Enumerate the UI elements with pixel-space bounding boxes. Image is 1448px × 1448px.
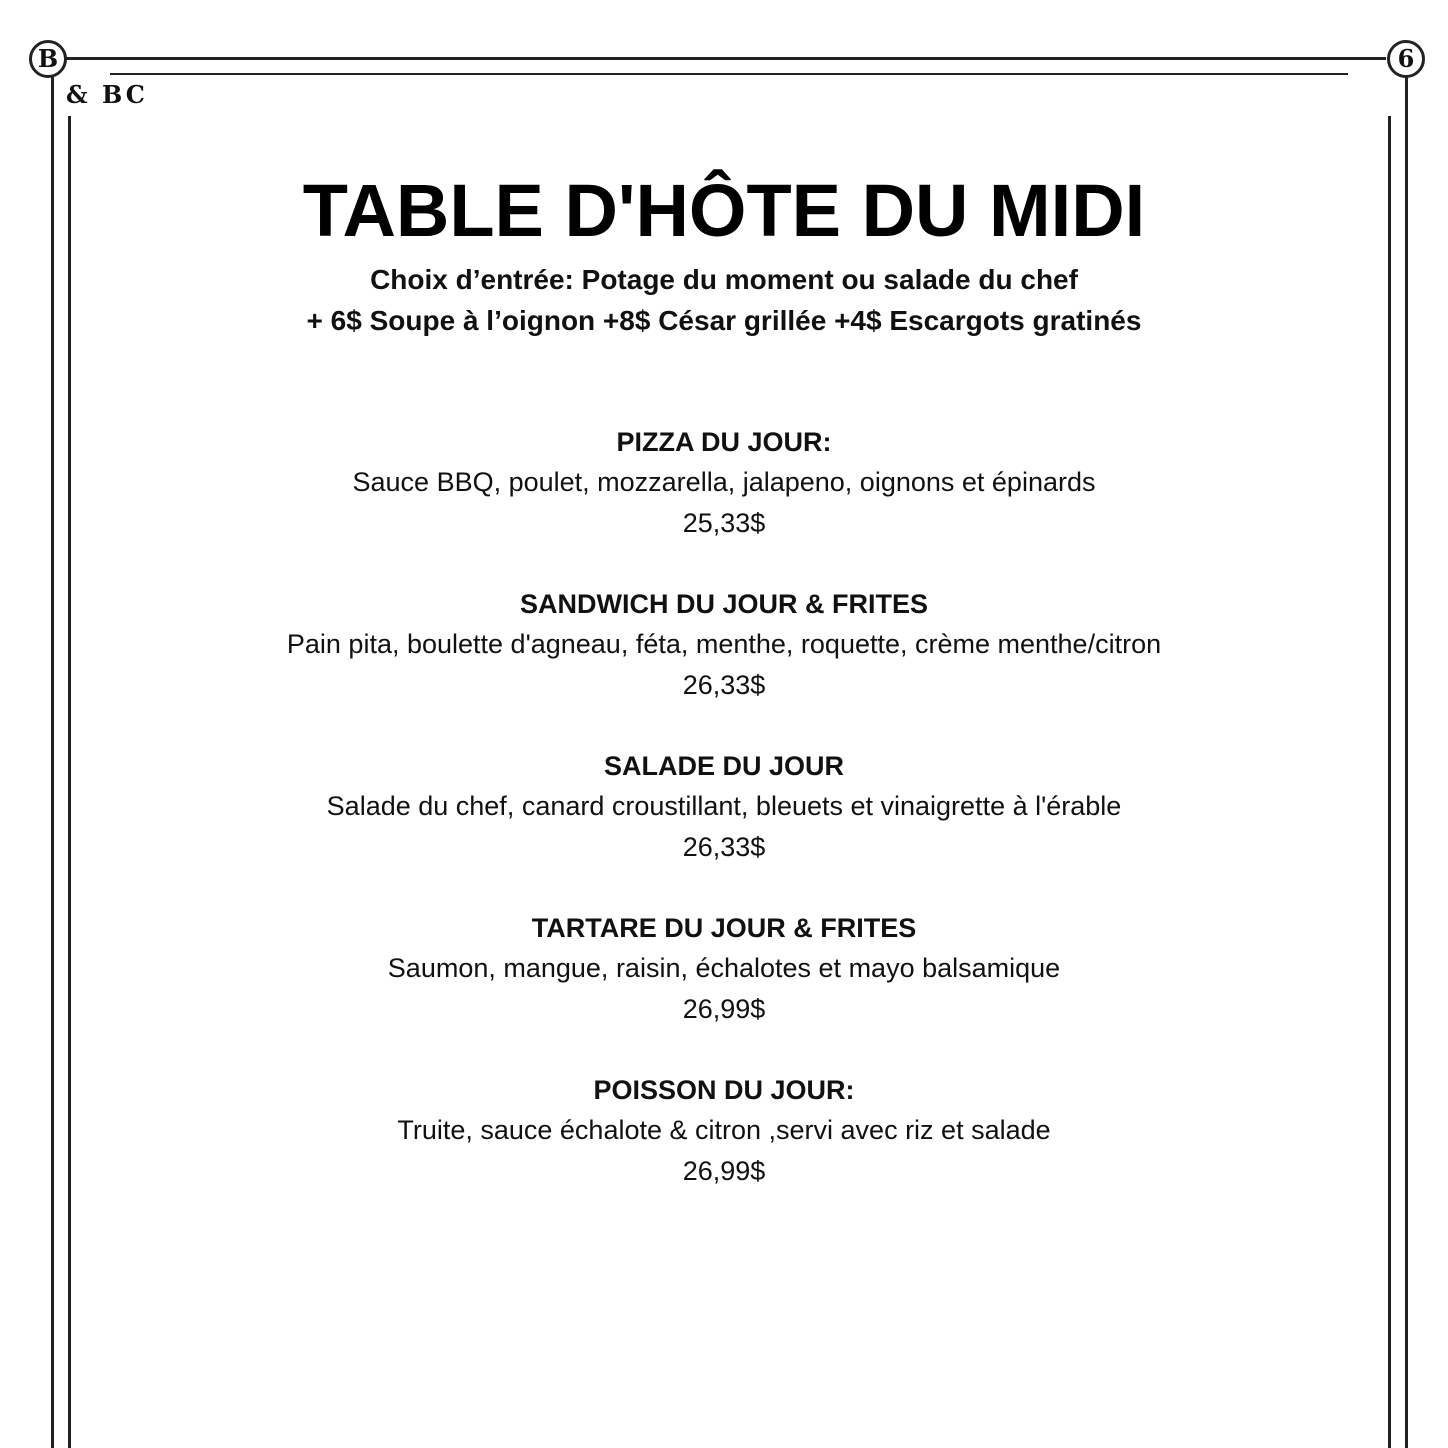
menu-item-price: 26,33$ — [682, 832, 766, 862]
menu-item-price: 26,33$ — [682, 670, 766, 700]
menu-item-price: 26,99$ — [682, 1156, 766, 1186]
starter-extras-line: + 6$ Soupe à l’oignon +8$ César grillée +4$ Escargots gratinés — [306, 305, 1142, 336]
logo-right-letter: 6 — [1397, 44, 1415, 73]
menu-item-description: Pain pita, boulette d'agneau, féta, menthe, roquette, crème menthe/citron — [286, 629, 1162, 659]
menu-item-description: Salade du chef, canard croustillant, bleuets et vinaigrette à l'érable — [326, 791, 1122, 821]
menu-item-price: 25,33$ — [682, 508, 766, 538]
menu-item-name: POISSON DU JOUR: — [593, 1075, 855, 1105]
menu-item-pizza — [110, 422, 1338, 543]
page-title: TABLE D'HÔTE DU MIDI — [302, 169, 1146, 252]
menu-item-description: Sauce BBQ, poulet, mozzarella, jalapeno, oignons et épinards — [352, 467, 1096, 497]
frame-right-inner — [1388, 116, 1391, 1448]
frame-left-outer — [51, 76, 54, 1448]
menu-item-poisson — [110, 1070, 1338, 1191]
menu-item-salade — [110, 746, 1338, 867]
menu-item-sandwich — [110, 584, 1338, 705]
logo-left-mark — [29, 40, 67, 78]
menu-item-name: SALADE DU JOUR — [603, 751, 845, 781]
starter-choice-line: Choix d’entrée: Potage du moment ou salade du chef — [370, 264, 1078, 295]
logo-right-mark — [1387, 40, 1425, 78]
menu-item-description: Truite, sauce échalote & citron ,servi avec riz et salade — [397, 1115, 1051, 1145]
menu-item-price: 26,99$ — [682, 994, 766, 1024]
menu-item-name: PIZZA DU JOUR: — [616, 427, 832, 457]
logo-subtitle: & BC — [66, 80, 148, 109]
menu-item-tartare — [110, 908, 1338, 1029]
frame-top-outer — [66, 57, 1386, 60]
logo-left-letter: B — [37, 44, 59, 73]
menu-item-description: Saumon, mangue, raisin, échalotes et mayo balsamique — [387, 953, 1061, 983]
menu-item-name: TARTARE DU JOUR & FRITES — [531, 913, 917, 943]
menu-item-name: SANDWICH DU JOUR & FRITES — [519, 589, 928, 619]
frame-left-inner — [68, 116, 71, 1448]
frame-top-inner — [110, 73, 1348, 75]
frame-right-outer — [1405, 76, 1408, 1448]
